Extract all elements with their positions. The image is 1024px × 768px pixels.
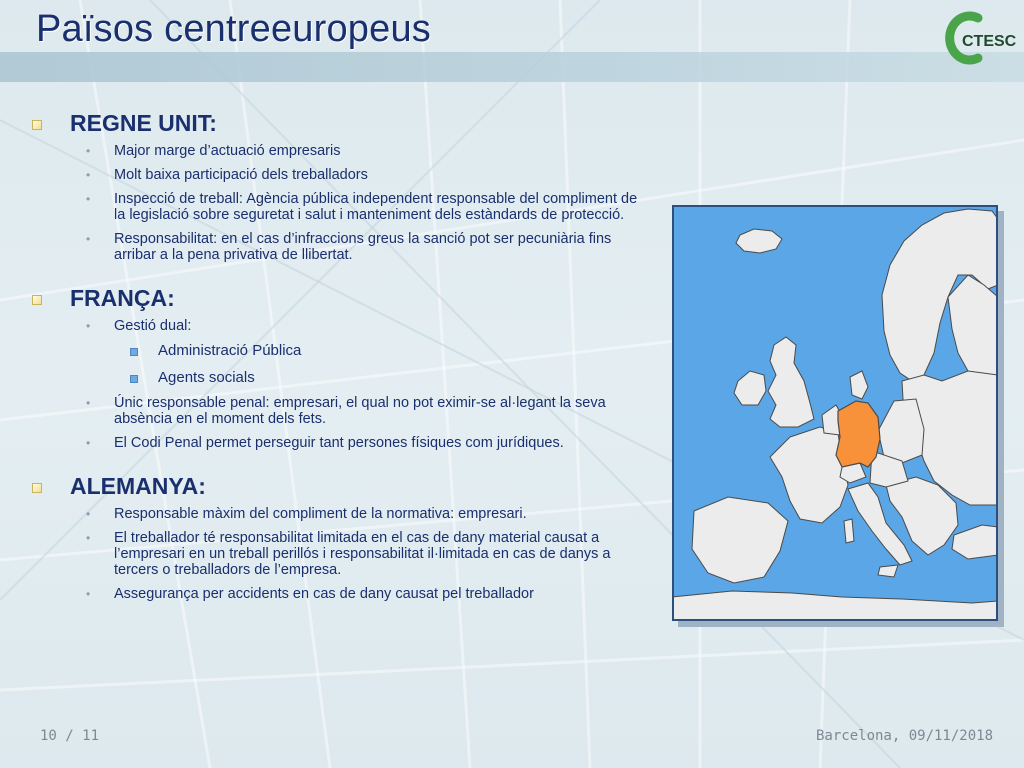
list-item: • Inspecció de treball: Agència pública independent responsable del compliment de la legislació sobre seguretat i salut i manteniment dels estàndards de protecció. (86, 191, 638, 223)
germany-highlight-shape (836, 401, 880, 467)
list-item: • Únic responsable penal: empresari, el qual no pot eximir-se al·legant la seva absència en el moment dels fets. (86, 395, 606, 427)
square-bullet-icon (32, 483, 42, 493)
slide-title: Països centreeuropeus (36, 8, 431, 50)
section-heading-text: REGNE UNIT: (70, 110, 217, 136)
list-item: • Responsabilitat: en el cas d’infraccions greus la sanció pot ser pecuniària fins arribar a la pena privativa de llibertat. (86, 231, 612, 263)
bullet-dot-icon: • (86, 436, 91, 450)
square-bullet-icon (130, 348, 138, 356)
bullet-dot-icon: • (86, 531, 91, 545)
section-heading-text: FRANÇA: (70, 285, 175, 311)
list-item: • Major marge d’actuació empresaris (86, 143, 341, 159)
section-franca (30, 283, 650, 451)
page-number: 10 / 11 (40, 728, 100, 744)
section-heading (30, 283, 650, 313)
bullet-list (30, 143, 650, 263)
sub-list-item: Administració Pública (70, 342, 650, 360)
bullet-dot-icon: • (86, 507, 91, 521)
section-heading (30, 471, 650, 501)
section-alemanya (30, 471, 650, 602)
bullet-list (30, 506, 650, 602)
section-heading-text: ALEMANYA: (70, 473, 206, 499)
list-item: • Molt baixa participació dels treballadors (86, 167, 368, 183)
sicily-shape (878, 565, 898, 577)
svg-text:CTESC: CTESC (962, 33, 1017, 50)
ctesc-logo (938, 8, 1022, 68)
bullet-dot-icon: • (86, 319, 91, 333)
list-item: • Gestió dual: Administració Pública Agents socials (30, 318, 650, 387)
europe-map-image (672, 205, 998, 621)
list-item: • Assegurança per accidents en cas de dany causat pel treballador (86, 586, 534, 602)
footer-date: Barcelona, 09/11/2018 (816, 728, 994, 744)
europe-map (672, 205, 998, 621)
bullet-dot-icon: • (86, 192, 91, 206)
bullet-dot-icon: • (86, 396, 91, 410)
list-item: • El treballador té responsabilitat limitada en el cas de dany material causat a l’empresari en un treball perillós i responsabilitat il·limitada en cas de danys a tercers o treballadors de l’empresa. (86, 530, 611, 578)
section-regne-unit (30, 108, 650, 263)
logo-mark-icon (938, 8, 1022, 68)
square-bullet-icon (32, 295, 42, 305)
list-item: • Responsable màxim del compliment de la normativa: empresari. (86, 506, 527, 522)
section-heading (30, 108, 650, 138)
sardinia-shape (844, 519, 854, 543)
slide-body (30, 108, 650, 610)
bullet-list (30, 318, 650, 451)
sub-bullet-list (114, 342, 650, 387)
list-item: • El Codi Penal permet perseguir tant persones físiques com jurídiques. (86, 435, 564, 451)
title-band (0, 52, 1024, 82)
bullet-dot-icon: • (86, 168, 91, 182)
square-bullet-icon (32, 120, 42, 130)
sub-list-item: Agents socials (70, 369, 650, 387)
bullet-dot-icon: • (86, 587, 91, 601)
bullet-dot-icon: • (86, 232, 91, 246)
bullet-dot-icon: • (86, 144, 91, 158)
square-bullet-icon (130, 375, 138, 383)
